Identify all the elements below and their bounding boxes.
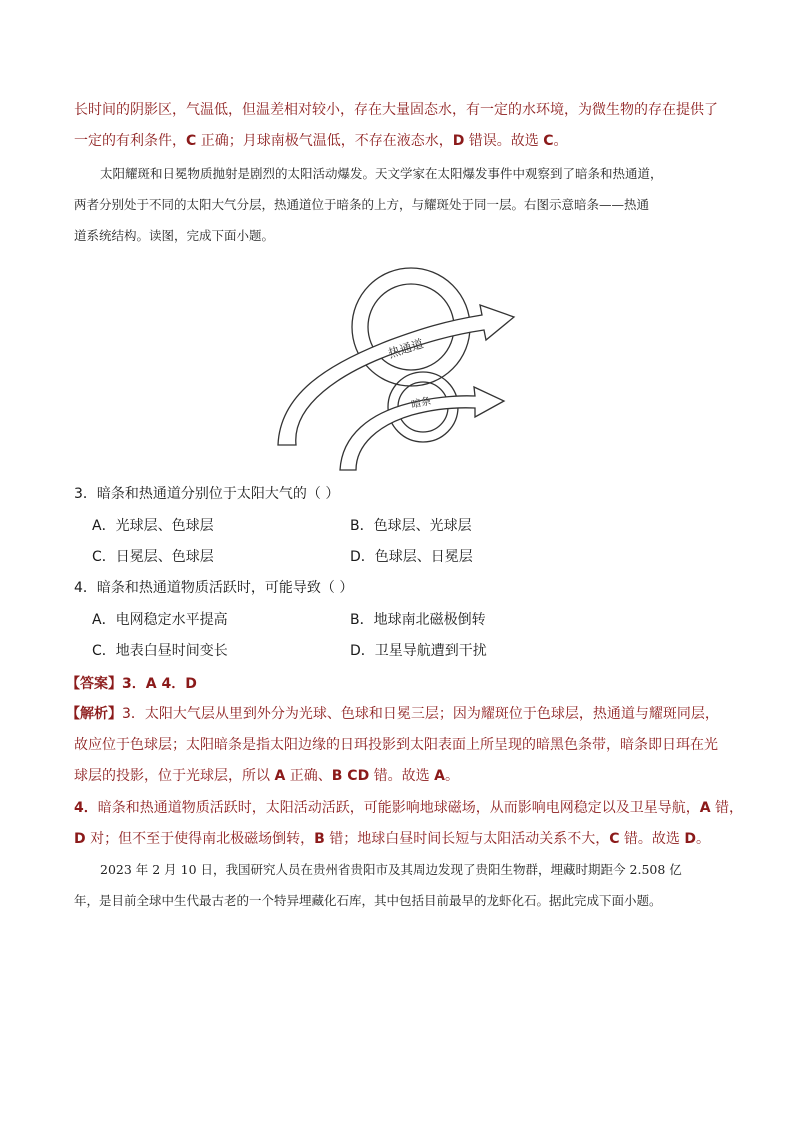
q4-option-b[interactable]: B．地球南北磁极倒转 (350, 612, 486, 628)
intro-1-line-2: 两者分别处于不同的太阳大气分层，热通道位于暗条的上方，与耀斑处于同一层。右图示意暗条——热通 (74, 197, 650, 212)
analysis-line-4: 4．暗条和热通道物质活跃时，太阳活动活跃，可能影响地球磁场，从而影响电网稳定以及卫星导航，A 错， (74, 800, 744, 816)
intro-2-line-1: 2023 年 2 月 10 日，我国研究人员在贵州省贵阳市及其周边发现了贵阳生物群，埋藏时期距今 2.508 亿 (100, 862, 682, 877)
q4-option-c[interactable]: C．地表白昼时间变长 (92, 643, 228, 659)
analysis-line-2: 故应位于色球层；太阳暗条是指太阳边缘的日珥投影到太阳表面上所呈现的暗黑色条带，暗条即日珥在光 (74, 737, 718, 753)
question-4-stem: 4．暗条和热通道物质活跃时，可能导致（ ） (74, 580, 354, 596)
answer-label: 【答案】 (66, 676, 122, 692)
q3-option-b[interactable]: B．色球层、光球层 (350, 518, 472, 534)
analysis-line-3: 球层的投影，位于光球层，所以 A 正确、B CD 错。故选 A。 (74, 768, 459, 784)
q3-option-a[interactable]: A．光球层、色球层 (92, 518, 214, 534)
q4-option-a[interactable]: A．电网稳定水平提高 (92, 612, 228, 628)
analysis-line-5: D 对；但不至于使得南北极磁场倒转，B 错；地球白昼时间长短与太阳活动关系不大，C 错。故选 D。 (74, 831, 711, 847)
prev-explanation-line-1: 长时间的阴影区，气温低，但温差相对较小，存在大量固态水，有一定的水环境，为微生物的存在提供了 (74, 102, 718, 118)
q4-option-d[interactable]: D．卫星导航遭到干扰 (350, 643, 487, 659)
analysis-label: 【解析】 (66, 706, 122, 722)
intro-1-line-1: 太阳耀斑和日冕物质抛射是剧烈的太阳活动爆发。天文学家在太阳爆发事件中观察到了暗条和热通道， (100, 166, 663, 181)
hot-channel-label: 热通道 (386, 336, 426, 361)
answer-line (66, 674, 726, 694)
analysis-line-1: 【解析】3．太阳大气层从里到外分为光球、色球和日冕三层；因为耀斑位于色球层，热通道与耀斑同层， (66, 706, 719, 722)
answer-text: 3．A 4．D (122, 676, 197, 692)
prev-explanation-line-2: 一定的有利条件，C 正确；月球南极气温低，不存在液态水，D 错误。故选 C。 (74, 133, 568, 149)
hot-channel-band (278, 305, 514, 445)
intro-1-line-3: 道系统结构。读图，完成下面小题。 (74, 228, 275, 243)
q3-option-d[interactable]: D．色球层、日冕层 (350, 549, 473, 565)
q3-option-c[interactable]: C．日冕层、色球层 (92, 549, 214, 565)
intro-2-line-2: 年，是目前全球中生代最古老的一个特异埋藏化石库，其中包括目前最早的龙虾化石。据此完成下面小题。 (74, 893, 662, 908)
dark-filament-label: 暗条 (410, 396, 433, 411)
dark-filament-hot-channel-figure (270, 255, 530, 475)
question-3-stem: 3．暗条和热通道分别位于太阳大气的（ ） (74, 486, 340, 502)
